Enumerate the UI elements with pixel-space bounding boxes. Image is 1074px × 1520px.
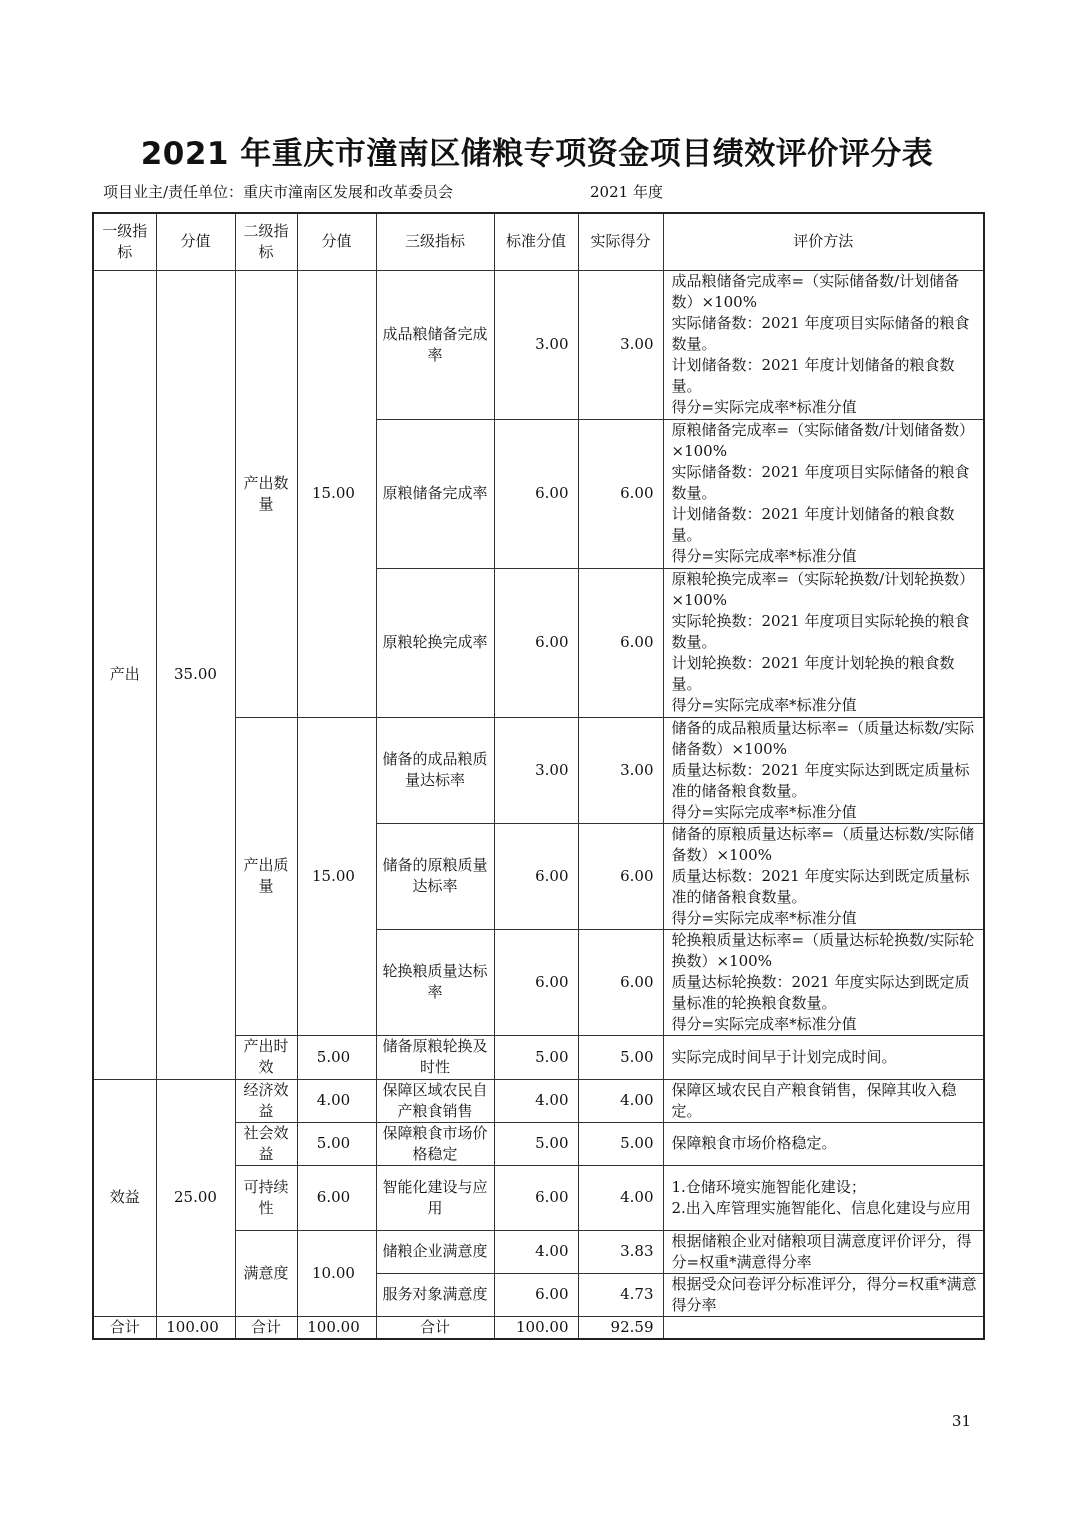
indicator-name: 轮换粮质量达标率 xyxy=(376,929,494,1035)
subgroup-sustainable-name: 可持续性 xyxy=(235,1165,297,1230)
method-line: 计划轮换数：2021 年度计划轮换的粮食数量。 xyxy=(671,654,955,693)
method-line: 2.出入库管理实施智能化、信息化建设与应用 xyxy=(671,1198,971,1217)
indicator-name: 保障区域农民自产粮食销售 xyxy=(376,1079,494,1122)
method-line: 计划储备数：2021 年度计划储备的粮食数量。 xyxy=(671,356,955,395)
subgroup-economic-name: 经济效益 xyxy=(235,1079,297,1122)
indicator-name: 智能化建设与应用 xyxy=(376,1165,494,1230)
group-output-name: 产出 xyxy=(93,270,156,1079)
method-line: 根据储粮企业对储粮项目满意度评价评分，得分=权重*满意得分率 xyxy=(671,1231,972,1271)
standard-score: 5.00 xyxy=(494,1122,578,1165)
total-score-2: 100.00 xyxy=(297,1316,376,1339)
standard-score: 4.00 xyxy=(494,1079,578,1122)
header-row xyxy=(93,213,984,270)
header-score2: 分值 xyxy=(297,213,376,270)
evaluation-method xyxy=(663,1165,984,1230)
subgroup-quality-score: 15.00 xyxy=(297,717,376,1035)
standard-score: 6.00 xyxy=(494,823,578,929)
method-line: 实际完成时间早于计划完成时间。 xyxy=(671,1047,897,1066)
subgroup-timeliness-score: 5.00 xyxy=(297,1035,376,1079)
method-line: 得分=实际完成率*标准分值 xyxy=(671,802,857,821)
total-method xyxy=(663,1316,984,1339)
evaluation-method xyxy=(663,419,984,568)
subgroup-economic-score: 4.00 xyxy=(297,1079,376,1122)
method-line: 实际储备数：2021 年度项目实际储备的粮食数量。 xyxy=(671,463,970,502)
standard-score: 5.00 xyxy=(494,1035,578,1079)
method-line: 得分=实际完成率*标准分值 xyxy=(671,696,857,714)
evaluation-method xyxy=(663,568,984,717)
indicator-name: 服务对象满意度 xyxy=(376,1273,494,1316)
table-row xyxy=(93,1079,984,1122)
actual-score: 5.00 xyxy=(578,1035,663,1079)
evaluation-method xyxy=(663,1079,984,1122)
method-line: 得分=实际完成率*标准分值 xyxy=(671,1014,857,1033)
method-line: 保障粮食市场价格稳定。 xyxy=(671,1134,837,1152)
actual-score: 6.00 xyxy=(578,568,663,717)
method-line: 储备的原粮质量达标率=（质量达标数/实际储备数）×100% xyxy=(671,824,975,864)
method-line: 得分=实际完成率*标准分值 xyxy=(671,908,857,927)
header-standard: 标准分值 xyxy=(494,213,578,270)
method-line: 计划储备数：2021 年度计划储备的粮食数量。 xyxy=(671,505,955,544)
owner-unit: 项目业主/责任单位：重庆市潼南区发展和改革委员会 xyxy=(103,183,454,201)
group-benefit-score: 25.00 xyxy=(156,1079,235,1316)
header-actual: 实际得分 xyxy=(578,213,663,270)
page-number: 31 xyxy=(951,1412,971,1430)
evaluation-method xyxy=(663,1035,984,1079)
standard-score: 6.00 xyxy=(494,929,578,1035)
subgroup-quantity-name: 产出数量 xyxy=(235,270,297,717)
method-line: 实际轮换数：2021 年度项目实际轮换的粮食数量。 xyxy=(671,612,970,651)
subgroup-social-score: 5.00 xyxy=(297,1122,376,1165)
actual-score: 6.00 xyxy=(578,929,663,1035)
group-benefit-name: 效益 xyxy=(93,1079,156,1316)
actual-score: 4.00 xyxy=(578,1079,663,1122)
actual-score: 4.73 xyxy=(578,1273,663,1316)
indicator-name: 保障粮食市场价格稳定 xyxy=(376,1122,494,1165)
actual-score: 3.00 xyxy=(578,717,663,823)
evaluation-method xyxy=(663,1122,984,1165)
indicator-name: 原粮轮换完成率 xyxy=(376,568,494,717)
header-level3: 三级指标 xyxy=(376,213,494,270)
evaluation-method xyxy=(663,1273,984,1316)
standard-score: 3.00 xyxy=(494,270,578,419)
actual-score: 5.00 xyxy=(578,1122,663,1165)
standard-score: 3.00 xyxy=(494,717,578,823)
total-actual: 92.59 xyxy=(578,1316,663,1339)
group-output-score: 35.00 xyxy=(156,270,235,1079)
standard-score: 6.00 xyxy=(494,1273,578,1316)
method-line: 根据受众问卷评分标准评分，得分=权重*满意得分率 xyxy=(671,1274,977,1314)
header-method: 评价方法 xyxy=(663,213,984,270)
total-label-3: 合计 xyxy=(376,1316,494,1339)
method-line: 轮换粮质量达标率=（质量达标轮换数/实际轮换数）×100% xyxy=(671,930,975,970)
indicator-name: 储备原粮轮换及时性 xyxy=(376,1035,494,1079)
evaluation-method xyxy=(663,823,984,929)
total-standard: 100.00 xyxy=(494,1316,578,1339)
method-line: 质量达标数：2021 年度实际达到既定质量标准的储备粮食数量。 xyxy=(671,760,970,800)
header-level2: 二级指标 xyxy=(235,213,297,270)
evaluation-method xyxy=(663,1230,984,1273)
subgroup-quality-name: 产出质量 xyxy=(235,717,297,1035)
evaluation-method xyxy=(663,929,984,1035)
method-line: 原粮轮换完成率=（实际轮换数/计划轮换数）×100% xyxy=(671,570,975,609)
subgroup-timeliness-name: 产出时效 xyxy=(235,1035,297,1079)
score-table xyxy=(92,212,985,1340)
actual-score: 6.00 xyxy=(578,823,663,929)
actual-score: 4.00 xyxy=(578,1165,663,1230)
header-level1: 一级指标 xyxy=(93,213,156,270)
page-title: 2021 年重庆市潼南区储粮专项资金项目绩效评价评分表 xyxy=(140,136,934,172)
subgroup-social-name: 社会效益 xyxy=(235,1122,297,1165)
actual-score: 3.00 xyxy=(578,270,663,419)
subgroup-quantity-score: 15.00 xyxy=(297,270,376,717)
indicator-name: 成品粮储备完成率 xyxy=(376,270,494,419)
actual-score: 6.00 xyxy=(578,419,663,568)
indicator-name: 原粮储备完成率 xyxy=(376,419,494,568)
subgroup-satisfaction-name: 满意度 xyxy=(235,1230,297,1316)
standard-score: 6.00 xyxy=(494,1165,578,1230)
subgroup-satisfaction-score: 10.00 xyxy=(297,1230,376,1316)
total-row xyxy=(93,1316,984,1339)
actual-score: 3.83 xyxy=(578,1230,663,1273)
fiscal-year: 2021 年度 xyxy=(590,183,663,201)
method-line: 储备的成品粮质量达标率=（质量达标数/实际储备数）×100% xyxy=(671,718,975,758)
method-line: 实际储备数：2021 年度项目实际储备的粮食数量。 xyxy=(671,314,970,353)
indicator-name: 储备的原粮质量达标率 xyxy=(376,823,494,929)
method-line: 得分=实际完成率*标准分值 xyxy=(671,398,857,416)
header-score1: 分值 xyxy=(156,213,235,270)
indicator-name: 储粮企业满意度 xyxy=(376,1230,494,1273)
indicator-name: 储备的成品粮质量达标率 xyxy=(376,717,494,823)
table-row xyxy=(93,270,984,419)
standard-score: 6.00 xyxy=(494,419,578,568)
method-line: 保障区域农民自产粮食销售，保障其收入稳定。 xyxy=(671,1080,957,1120)
method-line: 成品粮储备完成率=（实际储备数/计划储备数）×100% xyxy=(671,272,960,311)
method-line: 质量达标数：2021 年度实际达到既定质量标准的储备粮食数量。 xyxy=(671,866,970,906)
subgroup-sustainable-score: 6.00 xyxy=(297,1165,376,1230)
evaluation-method xyxy=(663,270,984,419)
method-line: 质量达标轮换数：2021 年度实际达到既定质量标准的轮换粮食数量。 xyxy=(671,972,970,1012)
method-line: 得分=实际完成率*标准分值 xyxy=(671,547,857,565)
total-label-2: 合计 xyxy=(235,1316,297,1339)
total-label-1: 合计 xyxy=(93,1316,156,1339)
total-score-1: 100.00 xyxy=(156,1316,235,1339)
method-line: 1.仓储环境实施智能化建设； xyxy=(671,1177,866,1196)
evaluation-method xyxy=(663,717,984,823)
standard-score: 6.00 xyxy=(494,568,578,717)
standard-score: 4.00 xyxy=(494,1230,578,1273)
method-line: 原粮储备完成率=（实际储备数/计划储备数）×100% xyxy=(671,421,975,460)
